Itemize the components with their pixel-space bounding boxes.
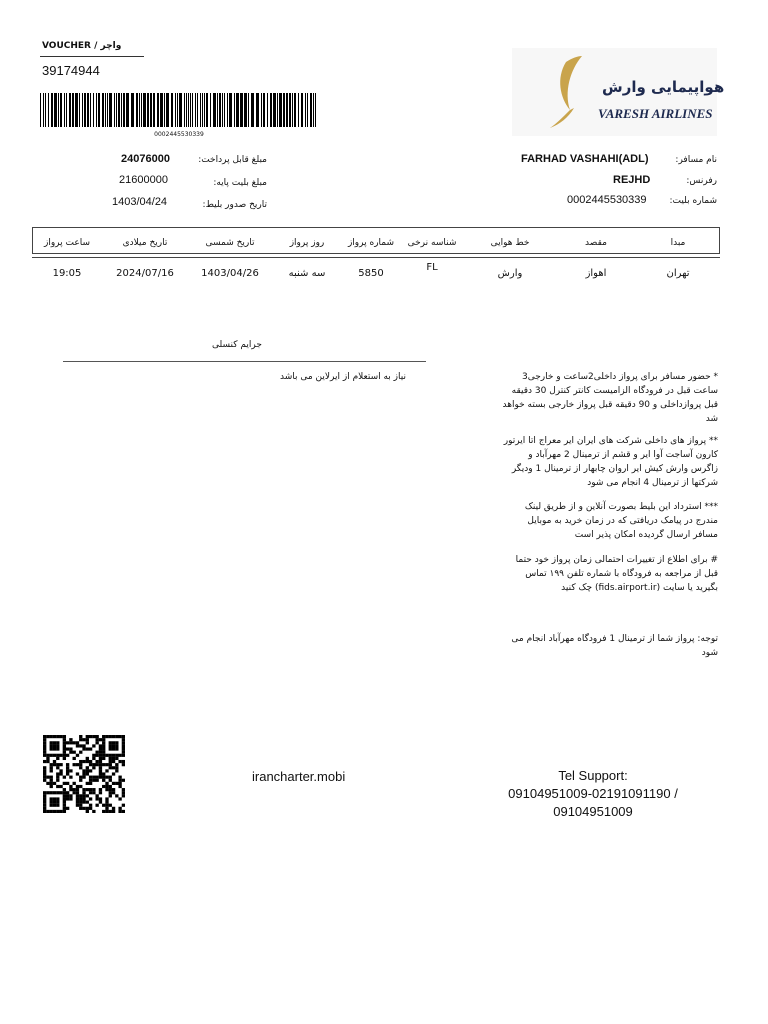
ticket-number-value: 0002445530339 bbox=[567, 194, 647, 206]
fare-class: FL bbox=[426, 262, 438, 273]
airline-name-en: VARESH AIRLINES bbox=[598, 106, 713, 121]
flight-table bbox=[32, 227, 720, 289]
website-link[interactable]: irancharter.mobi bbox=[252, 769, 346, 784]
flight-day: سه شنبه bbox=[288, 268, 326, 279]
airline-name-fa: هواپیمایی وارش bbox=[602, 78, 725, 96]
barcode bbox=[40, 93, 318, 127]
passenger-name-value: FARHAD VASHAHI(ADL) bbox=[521, 153, 649, 165]
issue-date-label: تاریخ صدور بلیط: bbox=[202, 200, 267, 210]
issue-date-value: 1403/04/24 bbox=[112, 196, 168, 208]
reference-value: REJHD bbox=[613, 174, 651, 186]
support-info bbox=[498, 767, 688, 821]
col-airline: خط هوایی bbox=[464, 228, 556, 258]
penalties-title: جرایم کنسلی bbox=[212, 340, 262, 350]
wing-icon bbox=[542, 52, 602, 132]
note-3: *** استرداد این بلیط بصورت آنلاین و از طریق لینک مندرج در پیامک دریافتی که در زمان خرید به موبایل مسافر ارسال گردیده امکان پذیر است bbox=[524, 502, 718, 540]
note-2: ** پرواز های داخلی شرکت های ایران ایر معراج اتا ایرتور کارون آساجت آوا ایر و قشم از ترمینال 2 مهرآباد و زاگرس وارش کیش ایر اروان چابهار از ترمینال 1 ودیگر شرکتها از ترمینال 4 انجام می شود bbox=[503, 436, 718, 488]
destination: اهواز bbox=[585, 268, 607, 279]
reference-label: رفرنس: bbox=[686, 176, 717, 186]
col-solar-date: تاریخ شمسی bbox=[188, 228, 272, 258]
note-1: * حضور مسافر برای پرواز داخلی2ساعت و خارجی3 ساعت قبل در فرودگاه الزامیست کانتر کنترل 30 دقیقه قبل پروازداخلی و 90 دقیقه قبل پرواز خارجی بسته خواهد شد bbox=[502, 372, 718, 424]
barcode-number: 0002445530339 bbox=[154, 131, 204, 138]
ticket-number-label: شماره بلیت: bbox=[669, 196, 717, 206]
passenger-name-label: نام مسافر: bbox=[675, 155, 717, 165]
penalties-text: نیاز به استعلام از ایرلاین می باشد bbox=[280, 372, 406, 382]
note-5: توجه: پرواز شما از ترمینال 1 فرودگاه مهرآباد انجام می شود bbox=[511, 634, 718, 658]
col-destination: مقصد bbox=[556, 228, 636, 258]
support-title: Tel Support: bbox=[558, 768, 628, 783]
base-fare-label: مبلغ بلیت پایه: bbox=[213, 178, 267, 188]
gregorian-date: 2024/07/16 bbox=[116, 268, 174, 279]
payable-value: 24076000 bbox=[121, 153, 170, 165]
solar-date: 1403/04/26 bbox=[201, 268, 259, 279]
col-gregorian-date: تاریخ میلادی bbox=[102, 228, 188, 258]
flight-table-header bbox=[32, 228, 720, 258]
qr-code bbox=[43, 735, 125, 813]
table-row bbox=[32, 258, 720, 290]
voucher-title: VOUCHER / واچر bbox=[42, 41, 122, 51]
voucher-number: 39174944 bbox=[42, 63, 100, 78]
col-origin: مبدا bbox=[636, 228, 720, 258]
support-number-2: 09104951009 bbox=[553, 804, 633, 819]
divider bbox=[63, 361, 426, 362]
departure-time: 19:05 bbox=[52, 268, 82, 279]
flight-number: 5850 bbox=[358, 268, 384, 279]
base-fare-value: 21600000 bbox=[119, 174, 168, 186]
divider bbox=[40, 56, 144, 57]
note-4: # برای اطلاع از تغییرات احتمالی زمان پرواز خود حتما قبل از مراجعه به فرودگاه با شماره تلفن ۱۹۹ تماس بگیرید یا سایت (fids.airport.ir) چک کنید bbox=[515, 555, 718, 593]
support-numbers: 09104951009-02191091190 / bbox=[508, 786, 678, 801]
airline-logo bbox=[512, 48, 725, 136]
col-fare-class: شناسه نرخی bbox=[400, 228, 464, 258]
payable-label: مبلغ قابل پرداخت: bbox=[198, 155, 267, 165]
col-flight-number: شماره پرواز bbox=[342, 228, 400, 258]
airline: وارش bbox=[497, 268, 523, 279]
col-departure-time: ساعت پرواز bbox=[32, 228, 102, 258]
origin: تهران bbox=[666, 268, 690, 279]
col-flight-day: روز پرواز bbox=[272, 228, 342, 258]
